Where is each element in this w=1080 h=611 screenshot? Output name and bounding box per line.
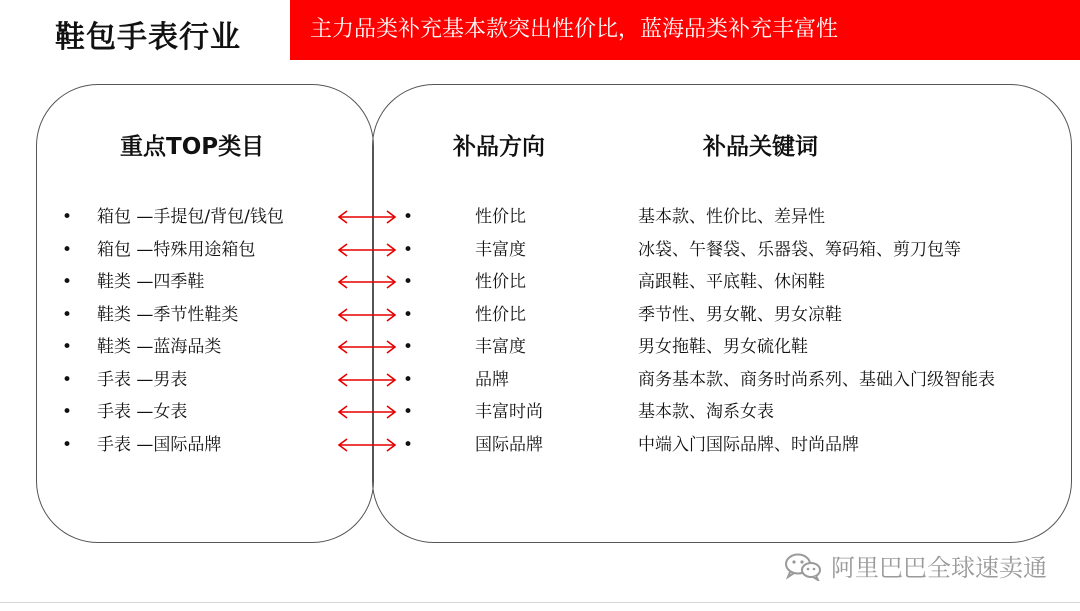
double-arrow-icon: [337, 404, 397, 420]
bullet-left: •: [62, 304, 73, 325]
double-arrow-icon: [337, 339, 397, 355]
direction-label: 国际品牌: [475, 434, 543, 455]
bullet-left: •: [62, 272, 73, 292]
double-arrow-icon: [337, 242, 397, 258]
bullet-right: •: [403, 304, 414, 325]
category-row: [0, 268, 1080, 296]
watermark-text: 阿里巴巴全球速卖通: [831, 554, 1047, 582]
keywords-label: 基本款、性价比、差异性: [638, 207, 825, 227]
bullet-left: •: [62, 337, 73, 357]
bullet-right: •: [403, 369, 414, 390]
bullet-right: •: [403, 207, 414, 227]
direction-label: 品牌: [475, 369, 509, 390]
bullet-right: •: [403, 402, 414, 422]
double-arrow-icon: [337, 209, 397, 225]
page-title: 鞋包手表行业: [55, 20, 241, 55]
category-label: 鞋类 —四季鞋: [97, 272, 205, 292]
keywords-label: 冰袋、午餐袋、乐器袋、筹码箱、剪刀包等: [638, 239, 961, 260]
direction-heading: 补品方向: [453, 134, 545, 160]
category-row: [0, 366, 1080, 394]
category-label: 手表 —男表: [97, 369, 188, 390]
double-arrow-icon: [337, 274, 397, 290]
bullet-right: •: [403, 272, 414, 292]
bullet-right: •: [403, 337, 414, 357]
keywords-label: 中端入门国际品牌、时尚品牌: [638, 434, 859, 455]
category-row: [0, 398, 1080, 426]
bullet-left: •: [62, 402, 73, 422]
headline-banner: 主力品类补充基本款突出性价比，蓝海品类补充丰富性: [290, 0, 1080, 60]
wechat-icon: [783, 551, 823, 581]
category-label: 鞋类 —蓝海品类: [97, 337, 222, 357]
bullet-left: •: [62, 239, 73, 260]
bullet-right: •: [403, 239, 414, 260]
keywords-label: 高跟鞋、平底鞋、休闲鞋: [638, 272, 825, 292]
category-label: 鞋类 —季节性鞋类: [97, 304, 239, 325]
double-arrow-icon: [337, 437, 397, 453]
watermark: [783, 548, 1047, 583]
footer-divider: [0, 602, 1080, 603]
category-row: [0, 333, 1080, 361]
category-label: 箱包 —手提包/背包/钱包: [97, 207, 284, 227]
category-row: [0, 236, 1080, 264]
keywords-label: 基本款、淘系女表: [638, 402, 774, 422]
category-label: 手表 —女表: [97, 402, 188, 422]
double-arrow-icon: [337, 372, 397, 388]
bullet-left: •: [62, 369, 73, 390]
category-row: [0, 203, 1080, 231]
bullet-left: •: [62, 434, 73, 455]
double-arrow-icon: [337, 307, 397, 323]
keywords-label: 商务基本款、商务时尚系列、基础入门级智能表: [638, 369, 995, 390]
direction-label: 丰富度: [475, 337, 526, 357]
bullet-right: •: [403, 434, 414, 455]
direction-label: 丰富时尚: [475, 402, 543, 422]
keywords-label: 季节性、男女靴、男女凉鞋: [638, 304, 842, 325]
keywords-label: 男女拖鞋、男女硫化鞋: [638, 337, 808, 357]
category-row: [0, 301, 1080, 329]
direction-label: 丰富度: [475, 239, 526, 260]
bullet-left: •: [62, 207, 73, 227]
category-row: [0, 431, 1080, 459]
category-label: 手表 —国际品牌: [97, 434, 222, 455]
top-categories-heading: 重点TOP类目: [120, 134, 265, 160]
keywords-heading: 补品关键词: [703, 134, 818, 160]
direction-label: 性价比: [475, 304, 526, 325]
direction-label: 性价比: [475, 207, 526, 227]
category-label: 箱包 —特殊用途箱包: [97, 239, 256, 260]
direction-label: 性价比: [475, 272, 526, 292]
